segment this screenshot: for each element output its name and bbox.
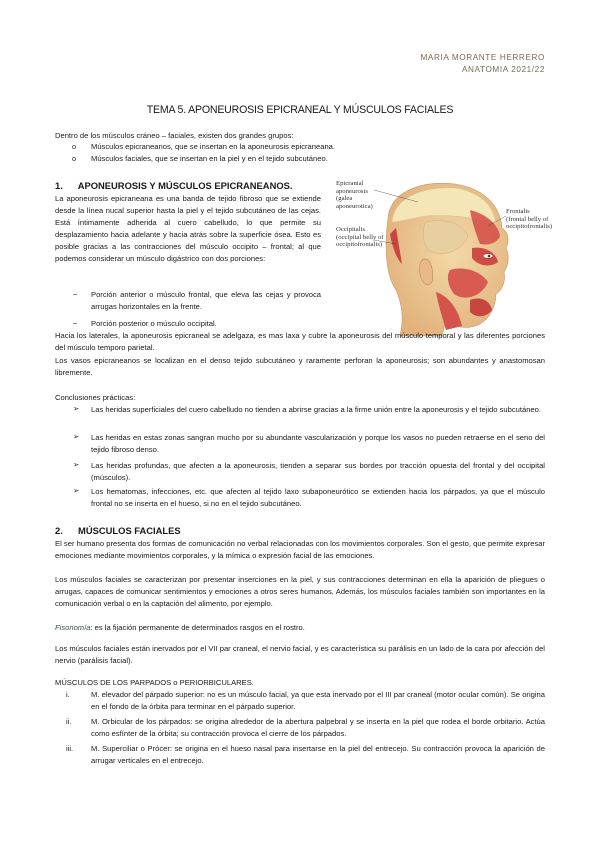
- paragraph: Hacia los laterales, la aponeurosis epicraneal se adelgaza, es mas laxa y cubre la aponeurosis del músculo temporal y las diferentes porciones del músculo temporo parietal.: [55, 331, 545, 352]
- author-name: MARIA MORANTE HERRERO: [420, 53, 545, 62]
- conclusion-item: Los hematomas, infecciones, etc. que afecten al tejido laxo subaponeurótico se extienden hacia los párpados, ya que el músculo frontal no se inserta en el hueso, si no en el tejido subcutáneo.: [91, 487, 545, 508]
- conclusion-item: Las heridas en estas zonas sangran mucho por su abundante vascularización y porque los vasos no pueden retraerse en el seno del tejido fibroso denso.: [91, 433, 545, 454]
- paragraph: Los músculos faciales están inervados por el VII par craneal, el nervio facial, y es característica su parálisis en un lado de la cara por afección del nervio (parálisis facial).: [55, 644, 545, 665]
- page-header: [420, 52, 545, 75]
- dash-icon: –: [73, 318, 78, 327]
- dash-icon: –: [73, 289, 78, 298]
- fisonomia-text: : es la fijación permanente de determinados rasgos en el rostro.: [90, 623, 305, 632]
- section-heading: [55, 525, 181, 536]
- intro-item: Músculos epicraneanos, que se insertan en la aponeurosis epicraneana.: [91, 142, 336, 151]
- bullet-icon: o: [72, 154, 77, 163]
- occipitalis-label: Occipitalis (occipital belly of occipitofrontalis): [336, 226, 384, 249]
- conclusions-label: Conclusiones prácticas:: [55, 393, 136, 402]
- aponeurosis-label: Epicranial aponeurosis (galea aponeurotica): [336, 180, 373, 210]
- fisonomia-definition: [55, 622, 305, 634]
- section-number: 1.: [55, 180, 63, 191]
- section-number: 2.: [55, 525, 63, 536]
- course-name: ANATOMIA 2021/22: [461, 64, 545, 74]
- section-title: APONEUROSIS Y MÚSCULOS EPICRANEANOS.: [77, 180, 293, 191]
- frontalis-label: Frontalis (frontal belly of occipitofrontalis): [506, 208, 553, 231]
- arrow-bullet-icon: ➢: [73, 460, 80, 469]
- subheading: MÚSCULOS DE LOS PARPADOS o PERIORBICULARES.: [55, 678, 254, 687]
- list-item: M. Superciliar o Prócer: se origina en el hueso nasal para insertarse en la piel del entrecejo. Su contracción provoca la aparición de arrugar verticales en el entrecejo.: [91, 744, 545, 765]
- list-number: iii.: [66, 744, 74, 753]
- arrow-bullet-icon: ➢: [73, 404, 80, 413]
- arrow-bullet-icon: ➢: [73, 432, 80, 441]
- paragraph: La aponeurosis epicraneana es una banda de tejido fibroso que se extiende desde la línea nucal superior hasta la piel y el tejido subcutáneo de las cejas. Está íntimamente adherida al cuero cabelludo, lo que permite su desplazamiento hacia adelante y hacia atrás sobre la superficie ósea. Esto es posible gracias a las contracciones del músculo occipito – frontal; al que podemos considerar un músculo digástrico con dos porciones:: [55, 194, 321, 263]
- section-heading: [55, 180, 293, 191]
- intro-lead: Dentro de los músculos cráneo – faciales, existen dos grandes grupos:: [55, 131, 294, 140]
- pupil-shape: [488, 255, 491, 258]
- conclusion-item: Las heridas superficiales del cuero cabelludo no tienden a abrirse gracias a la firme unión entre la aponeurosis y el tejido subcutáneo.: [91, 405, 541, 414]
- list-number: i.: [66, 690, 70, 699]
- paragraph: El ser humano presenta dos formas de comunicación no verbal relacionadas con los movimientos corporales. Son el gesto, que permite expresar emociones mediante movimientos corporales, y la mímica o expresión facial de las emociones.: [55, 539, 545, 560]
- list-item: M. elevador del párpado superior: no es un músculo facial, ya que esta inervado por el III par craneal (motor ocular común). Se origina en el fondo de la órbita para terminar en el párpado superior.: [91, 690, 545, 711]
- arrow-bullet-icon: ➢: [73, 486, 80, 495]
- paragraph: Los vasos epicraneanos se localizan en el denso tejido subcutáneo y raramente perforan la aponeurosis; son abundantes y anastomosan libremente.: [55, 356, 545, 377]
- dash-item: Porción anterior o músculo frontal, que eleva las cejas y provoca arrugas horizontales en la frente.: [91, 290, 321, 311]
- paragraph: Los músculos faciales se caracterizan por presentar inserciones en la piel, y sus contracciones determinan en ella la aparición de pliegues o arrugas, capaces de comunicar sentimientos y emociones a otros seres humanos. Además, los músculos faciales también son importantes en la comunicación verbal o en la captación del alimento, por ejemplo.: [55, 575, 545, 608]
- list-item: M. Orbicular de los párpados: se origina alrededor de la abertura palpebral y se inserta en la piel que rodea el borde orbitario. Actúa como esfínter de la órbita; su contracción provoca el cierre de los párpados.: [91, 717, 545, 738]
- fisonomia-term: Fisonomía: [55, 623, 91, 632]
- section-title: MÚSCULOS FACIALES: [78, 525, 181, 536]
- page-title: TEMA 5. APONEUROSIS EPICRANEAL Y MÚSCULOS FACIALES: [146, 104, 454, 116]
- anatomy-figure: [330, 178, 553, 338]
- conclusion-item: Las heridas profundas, que afecten a la aponeurosis, tienden a separar sus bordes por tracción opuesta del frontal y del occipital (músculos).: [91, 461, 545, 482]
- list-number: ii.: [66, 717, 72, 726]
- intro-item: Músculos faciales, que se insertan en la piel y en el tejido subcutáneo.: [91, 154, 328, 163]
- bullet-icon: o: [72, 142, 77, 151]
- dash-item: Porción posterior o músculo occipital.: [91, 319, 217, 328]
